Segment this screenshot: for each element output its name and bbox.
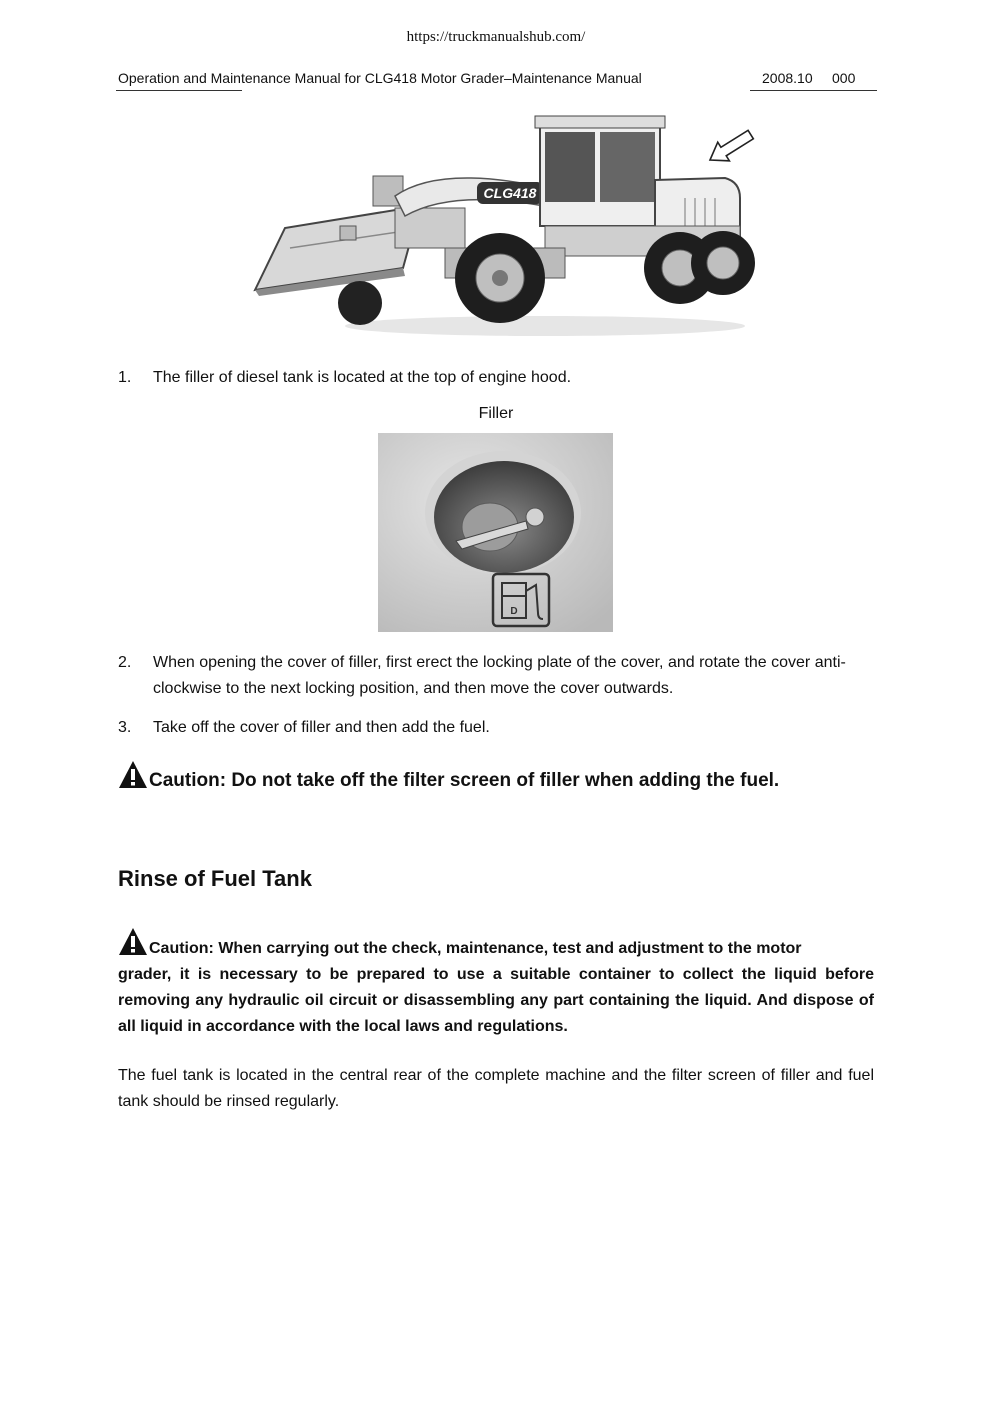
caution-filter-screen — [118, 760, 878, 794]
warning-icon — [118, 927, 148, 956]
header-rule-left — [116, 90, 242, 91]
warning-icon — [118, 760, 148, 789]
header-date: 2008.10 — [762, 70, 813, 86]
figure-caption: Filler — [478, 405, 514, 422]
step-number: 1. — [118, 369, 132, 386]
step-text: The filler of diesel tank is located at the top of engine hood. — [153, 369, 572, 386]
step-2 — [118, 650, 874, 702]
caution-text-first: Caution: When carrying out the check, maintenance, test and adjustment to the motor — [149, 940, 802, 957]
grader-model-label: CLG418 — [483, 185, 537, 201]
caution-text-rest: grader, it is necessary to be prepared to use a suitable container to collect the liquid before removing any hydraulic oil circuit or disassembling any part containing the liquid. And dispose of all liquid in accordance with the local laws and regulations. — [118, 966, 874, 1035]
motor-grader-photo — [245, 98, 755, 348]
caution-liquid-disposal — [118, 927, 874, 1040]
diesel-letter: D — [510, 606, 518, 617]
fuel-filler-photo — [378, 433, 613, 632]
step-1 — [118, 365, 874, 391]
header-title: Operation and Maintenance Manual for CLG418 Motor Grader–Maintenance Manual — [118, 70, 642, 86]
step-text: Take off the cover of filler and then add the fuel. — [153, 719, 490, 736]
body-paragraph: The fuel tank is located in the central rear of the complete machine and the filter screen of filler and fuel tank should be rinsed regularly. — [118, 1067, 874, 1110]
caution-text: Caution: Do not take off the filter screen of filler when adding the fuel. — [149, 770, 780, 791]
pointer-arrow-icon — [704, 125, 755, 169]
header-code: 000 — [832, 70, 856, 86]
step-3 — [118, 715, 874, 741]
step-text: When opening the cover of filler, first erect the locking plate of the cover, and rotate the cover anti-clockwise to the next locking position, and then move the cover outwards. — [153, 654, 846, 697]
source-url: https://truckmanualshub.com/ — [406, 29, 586, 45]
step-number: 3. — [118, 719, 132, 736]
step-number: 2. — [118, 654, 132, 671]
header-rule-right — [750, 90, 877, 91]
section-title: Rinse of Fuel Tank — [118, 866, 312, 891]
